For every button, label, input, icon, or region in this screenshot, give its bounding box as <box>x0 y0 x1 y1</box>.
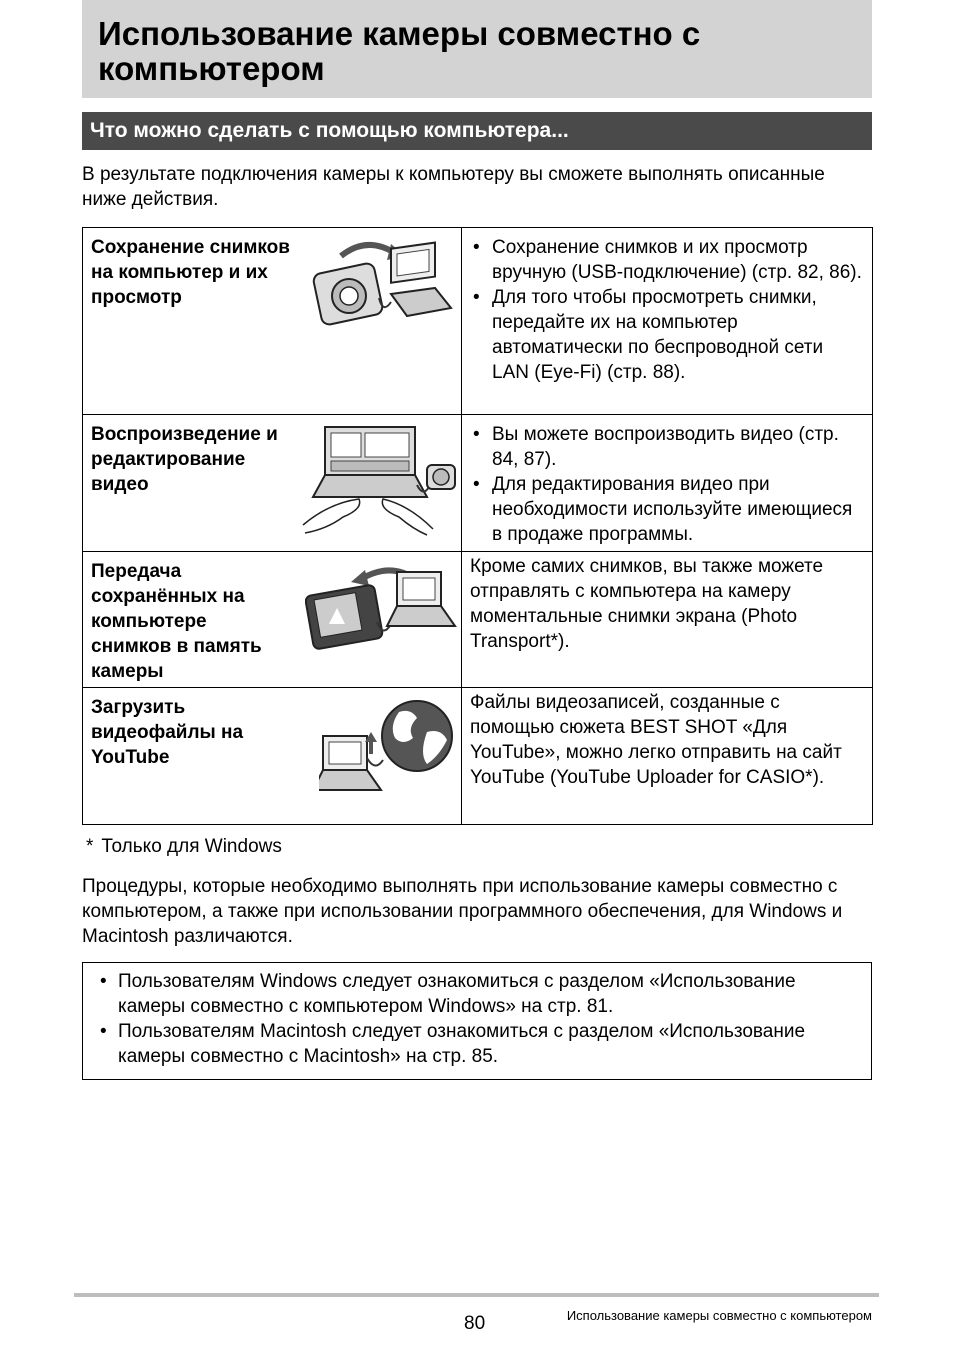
feature-description <box>462 415 873 552</box>
video-editing-laptop-icon <box>299 425 459 543</box>
list-item: • Для того чтобы просмотреть снимки, передайте их на компьютер автоматически по беспроводной сети LAN (Eye-Fi) (стр. 88). <box>470 285 862 385</box>
feature-title: Загрузить видеофайлы на YouTube <box>91 697 244 768</box>
table-row <box>83 552 873 688</box>
list-item: • Пользователям Macintosh следует ознакомиться с разделом «Использование камеры совместно с Macintosh» на стр. 85. <box>97 1019 859 1069</box>
feature-description <box>462 688 873 825</box>
section-title: Что можно сделать с помощью компьютера... <box>90 119 569 142</box>
list-item: • Сохранение снимков и их просмотр вручную (USB-подключение) (стр. 82, 86). <box>470 235 862 285</box>
feature-cell <box>83 552 462 688</box>
list-item: • Для редактирования видео при необходимости используйте имеющиеся в продаже программы. <box>470 472 862 547</box>
laptop-to-globe-icon <box>319 698 455 796</box>
intro-paragraph: В результате подключения камеры к компьютеру вы сможете выполнять описанные ниже действия. <box>82 164 825 210</box>
laptop-to-camera-icon <box>305 564 457 656</box>
table-row <box>83 688 873 825</box>
feature-title: Сохранение снимков на компьютер и их просмотр <box>91 237 290 308</box>
feature-title: Воспроизведение и редактирование видео <box>91 424 278 495</box>
feature-cell <box>83 228 462 415</box>
feature-description <box>462 228 873 415</box>
title-band <box>82 0 872 98</box>
footnote <box>86 834 282 859</box>
procedures-paragraph: Процедуры, которые необходимо выполнять при использование камеры совместно с компьютером, а также при использовании программного обеспечения, для Windows и Macintosh различаются. <box>82 876 843 947</box>
camera-to-laptop-icon <box>311 236 461 346</box>
table-row <box>83 415 873 552</box>
features-table <box>82 227 873 825</box>
feature-bullets <box>462 415 872 547</box>
feature-bullets <box>462 228 872 385</box>
feature-title: Передача сохранённых на компьютере снимков в память камеры <box>91 561 262 682</box>
section-bar <box>82 112 872 150</box>
page-title: Использование камеры совместно с компьютером <box>98 15 701 87</box>
footer-divider <box>74 1293 879 1297</box>
notice-list <box>83 963 871 1069</box>
feature-cell <box>83 415 462 552</box>
feature-description <box>462 552 873 688</box>
feature-text: Кроме самих снимков, вы также можете отправлять с компьютера на камеру моментальные снимки экрана (Photo Transport*). <box>470 556 824 652</box>
list-item: • Вы можете воспроизводить видео (стр. 84, 87). <box>470 422 862 472</box>
notice-box <box>82 962 872 1080</box>
list-item: • Пользователям Windows следует ознакомиться с разделом «Использование камеры совместно с компьютером Windows» на стр. 81. <box>97 969 859 1019</box>
feature-text: Файлы видеозаписей, созданные с помощью сюжета BEST SHOT «Для YouTube», можно легко отправить на сайт YouTube (YouTube Uploader for CASIO*). <box>470 692 842 788</box>
page-number: 80 <box>464 1313 486 1334</box>
footer-title: Использование камеры совместно с компьютером <box>566 1308 872 1323</box>
feature-cell <box>83 688 462 825</box>
table-row <box>83 228 873 415</box>
footnote-text: Только для Windows <box>101 836 282 857</box>
footnote-mark: * <box>86 836 94 857</box>
